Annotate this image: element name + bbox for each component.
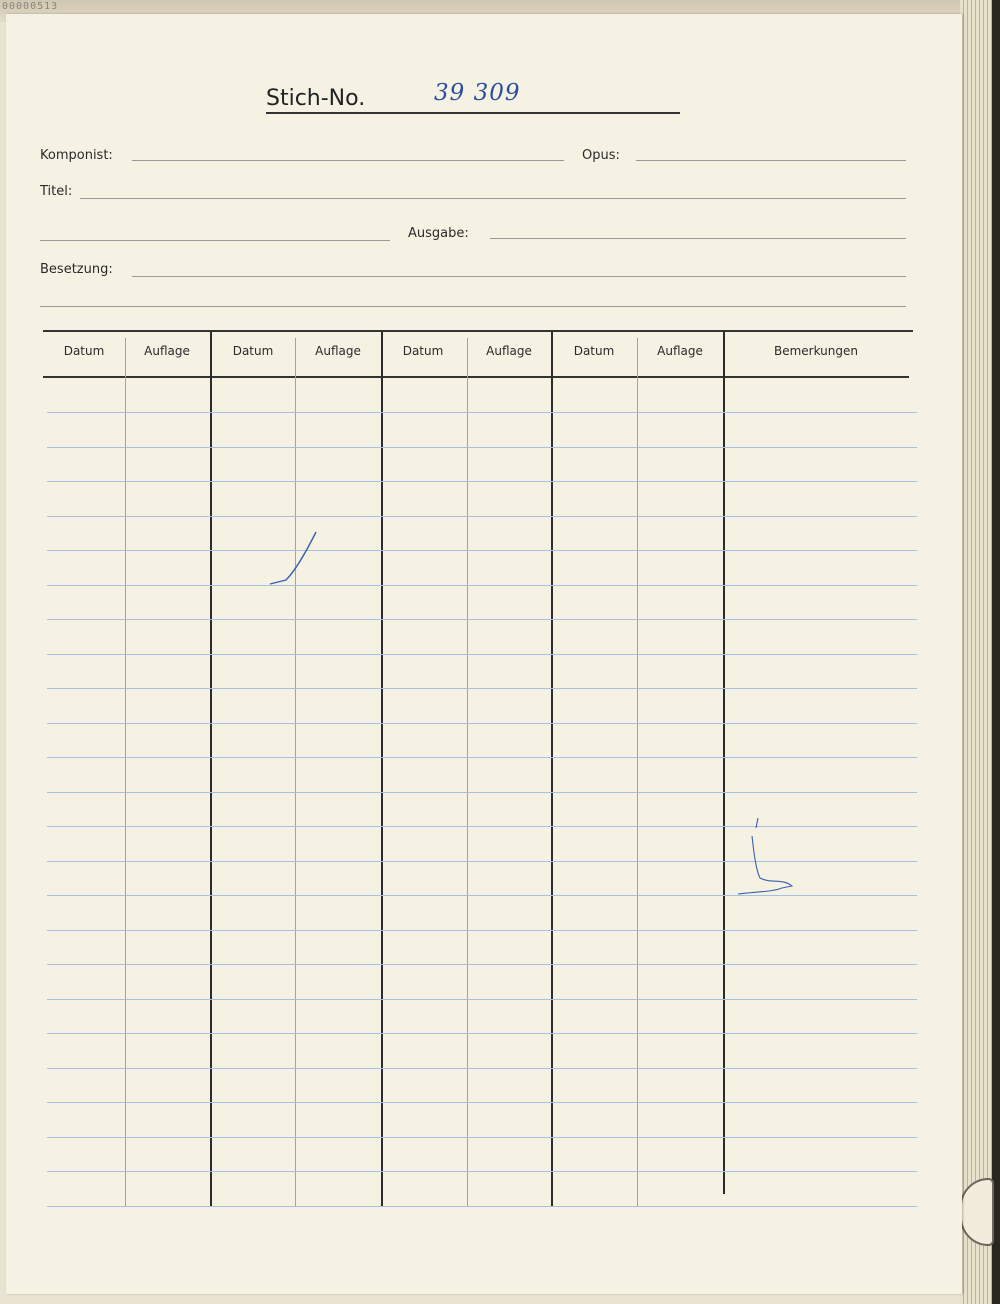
- ruled-row-line: [47, 930, 917, 931]
- col-header-auflage-4: Auflage: [657, 344, 703, 358]
- stich-no-label: Stich-No.: [266, 86, 366, 111]
- index-tab: [960, 1178, 994, 1246]
- col-header-auflage-1: Auflage: [144, 344, 190, 358]
- ruled-row-line: [47, 481, 917, 482]
- ruled-row-line: [47, 1171, 917, 1172]
- ruled-row-line: [47, 550, 917, 551]
- ruled-row-line: [47, 447, 917, 448]
- binding-shadow: [992, 0, 1000, 1304]
- table-header-rule: [43, 376, 909, 378]
- komponist-label: Komponist:: [40, 148, 113, 163]
- komponist-field-line: [132, 160, 564, 161]
- ruled-row-line: [47, 654, 917, 655]
- besetzung-field-line: [132, 276, 906, 277]
- stich-number-handwritten: 39 309: [434, 80, 521, 106]
- column-rule-thick: [551, 332, 553, 1206]
- ruled-row-line: [47, 585, 917, 586]
- col-header-bemerkungen: Bemerkungen: [773, 344, 859, 358]
- col-header-auflage-3: Auflage: [486, 344, 532, 358]
- ruled-row-line: [47, 1068, 917, 1069]
- ruled-row-line: [47, 516, 917, 517]
- column-rule: [295, 338, 296, 1206]
- besetzung-label: Besetzung:: [40, 262, 113, 277]
- column-rule: [125, 338, 126, 1206]
- col-header-datum-1: Datum: [63, 344, 105, 358]
- column-rule: [467, 338, 468, 1206]
- ruled-row-line: [47, 723, 917, 724]
- ruled-row-line: [47, 964, 917, 965]
- col-header-datum-3: Datum: [402, 344, 444, 358]
- ruled-row-line: [47, 1033, 917, 1034]
- titel-label: Titel:: [40, 184, 73, 199]
- titel-field-line-2: [40, 240, 390, 241]
- ruled-row-line: [47, 757, 917, 758]
- ausgabe-label: Ausgabe:: [408, 226, 469, 241]
- table-top-rule: [43, 330, 913, 332]
- ausgabe-field-line: [490, 238, 906, 239]
- column-rule-thick: [381, 332, 383, 1206]
- ruled-row-line: [47, 1137, 917, 1138]
- titel-field-line: [80, 198, 906, 199]
- column-rule-thick: [210, 332, 212, 1206]
- scan-id: 00000513: [2, 1, 59, 12]
- ruled-row-line: [47, 619, 917, 620]
- column-rule-thick: [723, 332, 725, 1194]
- ruled-row-line: [47, 1206, 917, 1207]
- ruled-row-line: [47, 1102, 917, 1103]
- ruled-row-line: [47, 792, 917, 793]
- col-header-datum-2: Datum: [232, 344, 274, 358]
- besetzung-field-line-2: [40, 306, 906, 307]
- col-header-auflage-2: Auflage: [315, 344, 361, 358]
- ruled-row-line: [47, 999, 917, 1000]
- column-rule: [637, 338, 638, 1206]
- ruled-row-line: [47, 412, 917, 413]
- ledger-sheet: [6, 14, 962, 1294]
- pen-stroke-mark: [266, 530, 320, 590]
- col-header-datum-4: Datum: [573, 344, 615, 358]
- opus-label: Opus:: [582, 148, 620, 163]
- ledger-table: [43, 330, 913, 1210]
- pen-scribble-mark: [732, 814, 802, 904]
- page-stack-edge: [960, 0, 1000, 1304]
- opus-field-line: [636, 160, 906, 161]
- ruled-row-line: [47, 688, 917, 689]
- stich-no-underline: [266, 112, 680, 114]
